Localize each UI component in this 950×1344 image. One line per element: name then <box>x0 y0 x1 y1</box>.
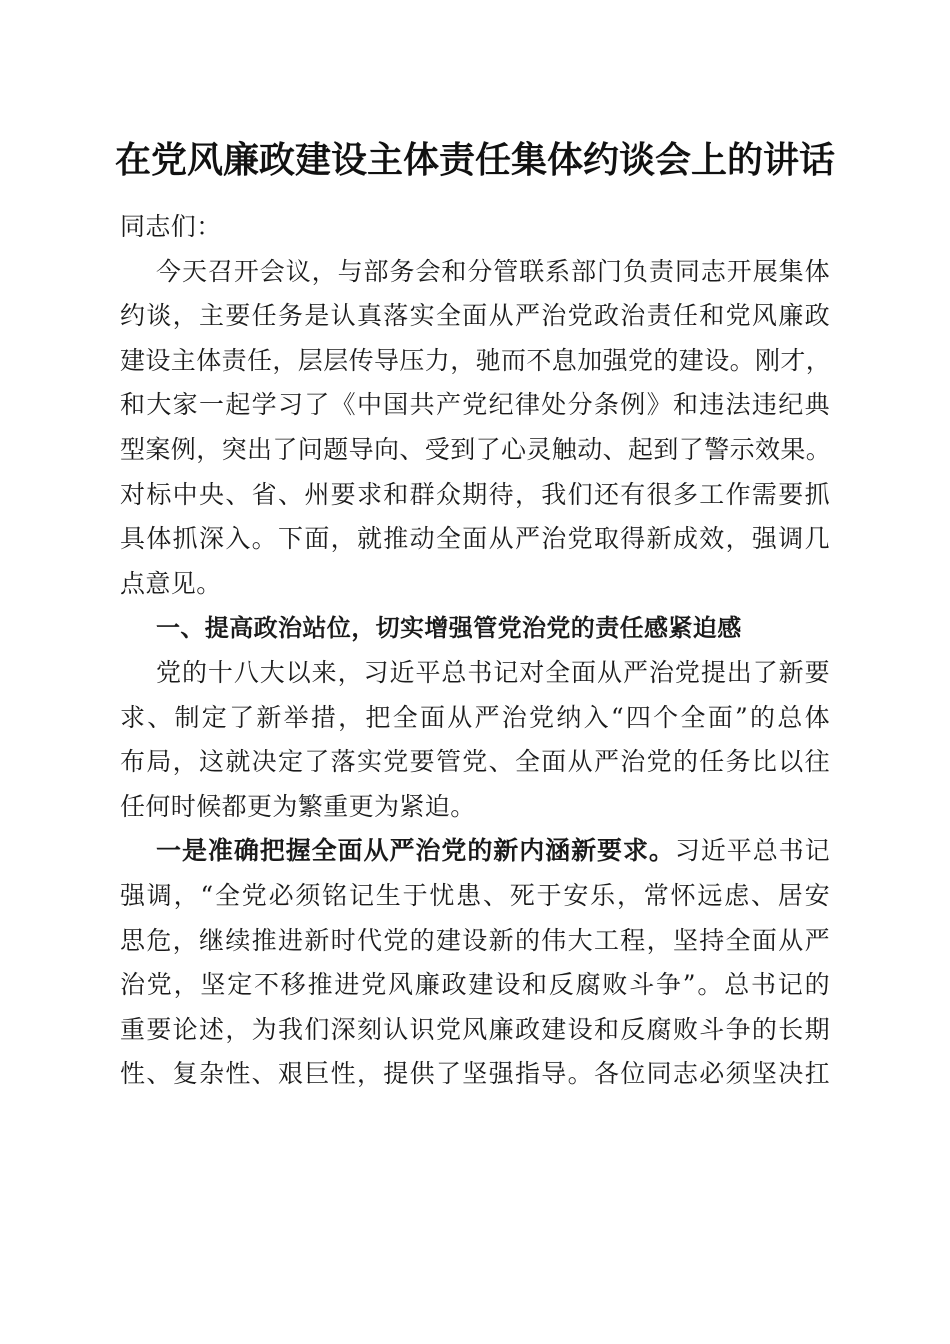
paragraph-line: 具体抓深入。下面，就推动全面从严治党取得新成效，强调几 <box>120 524 830 554</box>
section-heading: 一、提高政治站位，切实增强管党治党的责任感紧迫感 <box>156 614 742 643</box>
paragraph-line: 建设主体责任，层层传导压力，驰而不息加强党的建设。刚才， <box>120 345 832 375</box>
paragraph-line: 重要论述，为我们深刻认识党风廉政建设和反腐败斗争的长期 <box>120 1014 830 1044</box>
document-body <box>120 205 830 1097</box>
document-title: 在党风廉政建设主体责任集体约谈会上的讲话 <box>114 139 835 181</box>
paragraph-line: 约谈，主要任务是认真落实全面从严治党政治责任和党风廉政 <box>120 301 830 331</box>
paragraph-line: 党的十八大以来，习近平总书记对全面从严治党提出了新要 <box>156 657 830 687</box>
paragraph-line: 今天召开会议，与部务会和分管联系部门负责同志开展集体 <box>156 256 830 286</box>
point-lead-text: 一是准确把握全面从严治党的新内涵新要求。 <box>156 836 675 866</box>
paragraph-line: 性、复杂性、艰巨性，提供了坚强指导。各位同志必须坚决扛 <box>120 1059 830 1089</box>
paragraph-line: 求、制定了新举措，把全面从严治党纳入“四个全面”的总体 <box>120 702 830 732</box>
paragraph-line: 型案例，突出了问题导向、受到了心灵触动、起到了警示效果。 <box>120 434 832 464</box>
paragraph-line <box>120 829 830 874</box>
point1-paragraph <box>120 829 830 1097</box>
salutation: 同志们： <box>120 212 222 241</box>
point-rest-text: 习近平总书记 <box>674 836 830 866</box>
paragraph-line: 强调，“全党必须铭记生于忧患、死于安乐，常怀远虑、居安 <box>120 880 830 910</box>
section1-paragraph <box>120 651 830 829</box>
paragraph-line: 任何时候都更为繁重更为紧迫。 <box>120 791 476 821</box>
paragraph-line: 点意见。 <box>120 568 222 598</box>
paragraph-line: 布局，这就决定了落实党要管党、全面从严治党的任务比以往 <box>120 747 830 777</box>
paragraph-line: 治党，坚定不移推进党风廉政建设和反腐败斗争”。总书记的 <box>120 970 830 1000</box>
paragraph-line: 和大家一起学习了《中国共产党纪律处分条例》和违法违纪典 <box>120 390 830 420</box>
paragraph-line: 思危，继续推进新时代党的建设新的伟大工程，坚持全面从严 <box>120 925 830 955</box>
intro-paragraph <box>120 250 830 607</box>
paragraph-line: 对标中央、省、州要求和群众期待，我们还有很多工作需要抓 <box>120 479 830 509</box>
